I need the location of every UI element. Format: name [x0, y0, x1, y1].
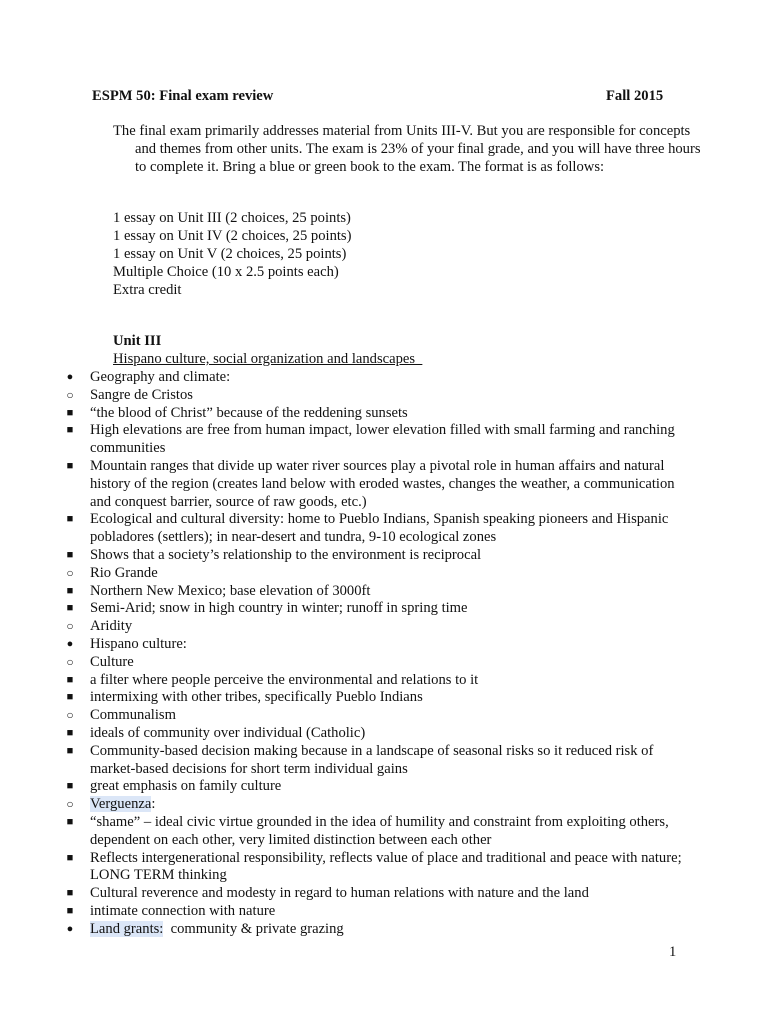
bullet-text: great emphasis on family culture: [90, 778, 282, 795]
format-item: Extra credit: [113, 282, 182, 298]
document-title: ESPM 50: Final exam review: [92, 88, 274, 104]
bullet-text: Community-based decision making because in a landscape of seasonal risks so it reduced risk of market-based decisions for short term individual gains: [90, 742, 654, 777]
bullet-text-rest: :: [151, 796, 156, 813]
filled-bullet-icon: ●: [66, 922, 74, 935]
bullet-text: intermixing with other tribes, specifically Pueblo Indians: [90, 689, 423, 706]
bullet-text: High elevations are free from human impact, lower elevation filled with small farming and ranching communities: [90, 422, 675, 457]
bullet-item: [0, 583, 685, 601]
bullet-item: [0, 600, 685, 618]
open-bullet-icon: ○: [66, 387, 74, 402]
bullet-text: Aridity: [90, 618, 133, 635]
bullet-text: Cultural reverence and modesty in regard to human relations with nature and the land: [90, 885, 589, 902]
bullet-text: a filter where people perceive the environmental and relations to it: [90, 671, 479, 688]
bullet-item: [0, 689, 685, 707]
square-bullet-icon: ■: [66, 815, 74, 828]
square-bullet-icon: ■: [66, 513, 74, 526]
bullet-item: [0, 422, 685, 458]
bullet-item: [0, 387, 685, 405]
square-bullet-icon: ■: [66, 424, 74, 437]
filled-bullet-icon: ●: [66, 371, 74, 383]
open-bullet-icon: ○: [66, 708, 74, 723]
bullet-text: [90, 921, 344, 937]
bullet-item: [0, 458, 685, 511]
bullet-text: [90, 796, 155, 812]
format-item: 1 essay on Unit V (2 choices, 25 points): [113, 246, 347, 262]
document-term: Fall 2015: [606, 88, 664, 104]
bullet-item: [0, 618, 685, 636]
bullet-text: ideals of community over individual (Catholic): [90, 724, 366, 741]
bullet-text: Semi-Arid; snow in high country in winter; runoff in spring time: [90, 600, 468, 617]
bullet-text: Sangre de Cristos: [90, 386, 193, 403]
square-bullet-icon: ■: [66, 673, 74, 686]
square-bullet-icon: ■: [66, 691, 74, 704]
bullet-text: Geography and climate:: [90, 369, 231, 385]
bullet-item: [0, 885, 685, 903]
square-bullet-icon: ■: [66, 584, 74, 597]
bullet-text: Reflects intergenerational responsibility, reflects value of place and traditional and peace with nature; LONG TERM thinking: [90, 849, 682, 884]
format-item: Multiple Choice (10 x 2.5 points each): [113, 264, 339, 280]
format-item: 1 essay on Unit IV (2 choices, 25 points): [113, 228, 352, 244]
open-bullet-icon: ○: [66, 797, 74, 812]
bullet-text: “shame” – ideal civic virtue grounded in the idea of humility and constraint from exploiting others, dependent on each other, very limited distinction between each other: [90, 813, 669, 848]
bullet-text-rest: community & private grazing: [163, 920, 344, 937]
square-bullet-icon: ■: [66, 904, 74, 917]
bullet-item: [0, 743, 685, 779]
bullet-text: Communalism: [90, 707, 176, 724]
bullet-text: intimate connection with nature: [90, 902, 276, 919]
unit-subheading: Hispano culture, social organization and landscapes: [113, 351, 423, 367]
square-bullet-icon: ■: [66, 406, 74, 419]
bullet-item: [0, 707, 685, 725]
open-bullet-icon: ○: [66, 654, 74, 669]
bullet-item: [0, 850, 685, 886]
bullet-item: [0, 547, 685, 565]
format-item: 1 essay on Unit III (2 choices, 25 points): [113, 210, 351, 226]
bullet-text: “the blood of Christ” because of the reddening sunsets: [90, 404, 408, 421]
square-bullet-icon: ■: [66, 726, 74, 739]
highlighted-term: Land grants:: [90, 920, 164, 937]
bullet-text: Hispano culture:: [90, 635, 187, 652]
square-bullet-icon: ■: [66, 780, 74, 793]
bullet-item: [0, 565, 685, 583]
bullet-item: [0, 903, 685, 921]
bullet-item: [0, 725, 685, 743]
bullet-item: [0, 778, 685, 796]
open-bullet-icon: ○: [66, 619, 74, 634]
highlighted-term: Verguenza: [90, 796, 152, 813]
bullet-item: [0, 369, 685, 387]
square-bullet-icon: ■: [66, 602, 74, 615]
bullet-item: [0, 511, 685, 547]
unit-heading: Unit III: [113, 333, 162, 349]
bullet-text: Shows that a society’s relationship to the environment is reciprocal: [90, 546, 482, 563]
bullet-item: [0, 405, 685, 423]
bullet-text: Northern New Mexico; base elevation of 3000ft: [90, 582, 371, 599]
bullet-item: [0, 796, 685, 814]
bullet-text: Culture: [90, 653, 134, 670]
bullet-item: [0, 636, 685, 654]
bullet-item: [0, 814, 685, 850]
square-bullet-icon: ■: [66, 459, 74, 472]
bullet-item: [0, 921, 685, 939]
page-number: 1: [669, 944, 677, 960]
open-bullet-icon: ○: [66, 565, 74, 580]
bullet-text: Ecological and cultural diversity: home to Pueblo Indians, Spanish speaking pioneers and Hispanic pobladores (settlers); in near-desert and tundra, 9-10 ecological zones: [90, 511, 669, 546]
bullet-list: [0, 369, 768, 939]
exam-format-list: [113, 210, 351, 300]
square-bullet-icon: ■: [66, 887, 74, 900]
square-bullet-icon: ■: [66, 548, 74, 561]
square-bullet-icon: ■: [66, 851, 74, 864]
filled-bullet-icon: ●: [66, 637, 74, 650]
bullet-item: [0, 672, 685, 690]
square-bullet-icon: ■: [66, 744, 74, 757]
intro-paragraph: The final exam primarily addresses material from Units III-V. But you are responsible for concepts and themes from other units. The exam is 23% of your final grade, and you will have three hours to complete it. Bring a blue or green book to the exam. The format is as follows:: [113, 123, 701, 175]
bullet-text: Mountain ranges that divide up water river sources play a pivotal role in human affairs and natural history of the region (creates land below with eroded wastes, changes the weather, a communication and conquest barrier, source of raw goods, etc.): [90, 457, 675, 510]
bullet-item: [0, 654, 685, 672]
bullet-text: Rio Grande: [90, 564, 158, 581]
